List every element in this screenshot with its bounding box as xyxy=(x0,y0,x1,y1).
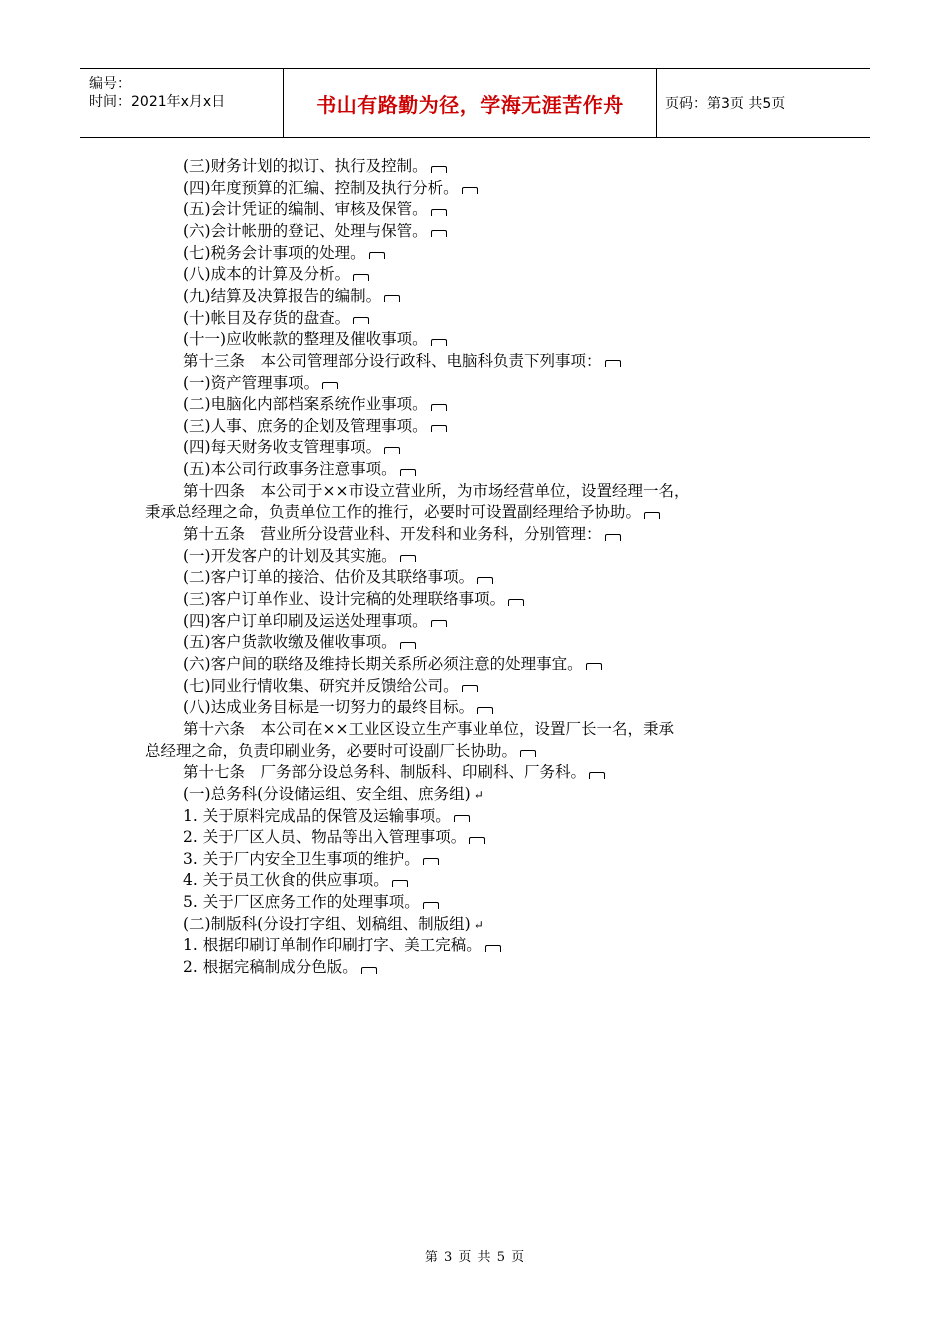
text-line xyxy=(183,285,400,307)
line-text: 第十六条 本公司在××工业区设立生产事业单位，设置厂长一名，秉承 xyxy=(183,719,674,738)
paragraph-mark-icon xyxy=(322,382,338,389)
paragraph-mark-icon xyxy=(400,469,416,476)
text-line xyxy=(183,415,447,437)
line-break-arrow-icon: ↵ xyxy=(473,787,484,802)
paragraph-mark-icon xyxy=(361,967,377,974)
paragraph-mark-icon xyxy=(462,685,478,692)
paragraph-mark-icon xyxy=(431,339,447,346)
text-line xyxy=(183,718,674,740)
line-text: (五)本公司行政事务注意事项。 xyxy=(183,460,397,479)
line-text: (一)总务科(分设储运组、安全组、庶务组) xyxy=(183,784,471,803)
text-line xyxy=(183,372,338,394)
text-line xyxy=(183,220,447,242)
paragraph-mark-icon xyxy=(477,577,493,584)
line-text: (二)客户订单的接洽、估价及其联络事项。 xyxy=(183,568,475,587)
text-line xyxy=(183,545,416,567)
paragraph-mark-icon xyxy=(431,620,447,627)
text-line xyxy=(183,761,605,783)
text-line xyxy=(183,934,501,956)
line-text: (五)会计凭证的编制、审核及保管。 xyxy=(183,200,428,219)
line-text: 2. 根据完稿制成分色版。 xyxy=(183,958,358,977)
paragraph-mark-icon xyxy=(520,750,536,757)
text-line xyxy=(183,783,484,805)
text-line xyxy=(183,653,602,675)
text-line xyxy=(183,848,439,870)
paragraph-mark-icon xyxy=(589,772,605,779)
line-text: (一)开发客户的计划及其实施。 xyxy=(183,546,397,565)
text-line xyxy=(183,610,447,632)
line-text: (四)年度预算的汇编、控制及执行分析。 xyxy=(183,178,459,197)
line-text: (四)每天财务收支管理事项。 xyxy=(183,438,382,457)
line-text: 秉承总经理之命，负责单位工作的推行，必要时可设置副经理给予协助。 xyxy=(145,503,642,522)
text-line xyxy=(145,740,536,762)
text-line xyxy=(183,869,408,891)
line-text: (七)税务会计事项的处理。 xyxy=(183,243,366,262)
line-text: 第十七条 厂务部分设总务科、制版科、印刷科、厂务科。 xyxy=(183,763,587,782)
page-footer: 第 3 页 共 5 页 xyxy=(424,1250,526,1265)
paragraph-mark-icon xyxy=(431,230,447,237)
paragraph-mark-icon xyxy=(369,252,385,259)
header-page-label: 页码：第3页 共5页 xyxy=(665,96,786,112)
line-text: (九)结算及决算报告的编制。 xyxy=(183,286,382,305)
text-line xyxy=(183,436,400,458)
paragraph-mark-icon xyxy=(431,209,447,216)
text-line xyxy=(183,588,524,610)
line-text: (六)客户间的联络及维持长期关系所必须注意的处理事宜。 xyxy=(183,654,583,673)
line-text: 总经理之命，负责印刷业务，必要时可设副厂长协助。 xyxy=(145,741,518,760)
line-text: (八)达成业务目标是一切努力的最终目标。 xyxy=(183,698,475,717)
line-text: (四)客户订单印刷及运送处理事项。 xyxy=(183,611,428,630)
paragraph-mark-icon xyxy=(605,360,621,367)
paragraph-mark-icon xyxy=(605,534,621,541)
line-text: (一)资产管理事项。 xyxy=(183,373,320,392)
text-line xyxy=(183,480,689,502)
line-text: 2. 关于厂区人员、物品等出入管理事项。 xyxy=(183,828,467,847)
line-text: (十)帐目及存货的盘查。 xyxy=(183,308,351,327)
text-line xyxy=(183,631,416,653)
text-line xyxy=(183,913,484,935)
paragraph-mark-icon xyxy=(353,274,369,281)
text-line xyxy=(145,501,660,523)
line-text: (七)同业行情收集、研究并反馈给公司。 xyxy=(183,676,459,695)
text-line xyxy=(183,263,369,285)
text-line xyxy=(183,198,447,220)
text-line xyxy=(183,458,416,480)
line-text: 第十三条 本公司管理部分设行政科、电脑科负责下列事项： xyxy=(183,351,602,370)
paragraph-mark-icon xyxy=(400,642,416,649)
text-line xyxy=(183,566,493,588)
paragraph-mark-icon xyxy=(586,663,602,670)
paragraph-mark-icon xyxy=(353,317,369,324)
line-text: (十一)应收帐款的整理及催收事项。 xyxy=(183,330,428,349)
date-label: 时间：2021年x月x日 xyxy=(89,94,226,110)
text-line xyxy=(183,826,485,848)
line-text: 4. 关于员工伙食的供应事项。 xyxy=(183,871,389,890)
paragraph-mark-icon xyxy=(423,902,439,909)
paragraph-mark-icon xyxy=(431,404,447,411)
paragraph-mark-icon xyxy=(644,512,660,519)
line-text: (三)财务计划的拟订、执行及控制。 xyxy=(183,157,428,175)
text-line xyxy=(183,177,478,199)
paragraph-mark-icon xyxy=(431,425,447,432)
text-line xyxy=(183,696,493,718)
line-text: 3. 关于厂内安全卫生事项的维护。 xyxy=(183,849,420,868)
line-text: 第十四条 本公司于××市设立营业所，为市场经营单位，设置经理一名， xyxy=(183,481,690,500)
text-line xyxy=(183,242,385,264)
text-line xyxy=(183,307,369,329)
paragraph-mark-icon xyxy=(392,880,408,887)
line-text: (二)制版科(分设打字组、划稿组、制版组) xyxy=(183,914,471,933)
text-line xyxy=(183,350,621,372)
text-line xyxy=(183,155,447,177)
text-line xyxy=(183,393,447,415)
text-line xyxy=(183,805,470,827)
line-text: 第十五条 营业所分设营业科、开发科和业务科，分别管理： xyxy=(183,525,602,544)
line-break-arrow-icon: ↵ xyxy=(473,917,484,932)
paragraph-mark-icon xyxy=(469,837,485,844)
paragraph-mark-icon xyxy=(508,599,524,606)
paragraph-mark-icon xyxy=(485,945,501,952)
line-text: 5. 关于厂区庶务工作的处理事项。 xyxy=(183,893,420,912)
paragraph-mark-icon xyxy=(400,555,416,562)
header-meta xyxy=(80,69,283,137)
line-text: (二)电脑化内部档案系统作业事项。 xyxy=(183,395,428,414)
number-label: 编号： xyxy=(89,76,131,92)
page-header xyxy=(80,68,870,138)
header-motto: 书山有路勤为径，学海无涯苦作舟 xyxy=(283,69,657,137)
line-text: 1. 根据印刷订单制作印刷打字、美工完稿。 xyxy=(183,936,482,955)
line-text: (三)人事、庶务的企划及管理事项。 xyxy=(183,416,428,435)
paragraph-mark-icon xyxy=(477,707,493,714)
line-text: 1. 关于原料完成品的保管及运输事项。 xyxy=(183,806,451,825)
line-text: (三)客户订单作业、设计完稿的处理联络事项。 xyxy=(183,590,506,608)
text-line xyxy=(183,891,439,913)
text-line xyxy=(183,675,478,697)
text-line xyxy=(183,956,377,978)
paragraph-mark-icon xyxy=(423,858,439,865)
line-text: (五)客户货款收缴及催收事项。 xyxy=(183,633,397,652)
text-line xyxy=(183,328,447,350)
paragraph-mark-icon xyxy=(384,295,400,302)
paragraph-mark-icon xyxy=(431,166,447,173)
line-text: (六)会计帐册的登记、处理与保管。 xyxy=(183,221,428,240)
paragraph-mark-icon xyxy=(462,187,478,194)
paragraph-mark-icon xyxy=(454,815,470,822)
text-line xyxy=(183,523,621,545)
paragraph-mark-icon xyxy=(384,447,400,454)
line-text: (八)成本的计算及分析。 xyxy=(183,265,351,284)
